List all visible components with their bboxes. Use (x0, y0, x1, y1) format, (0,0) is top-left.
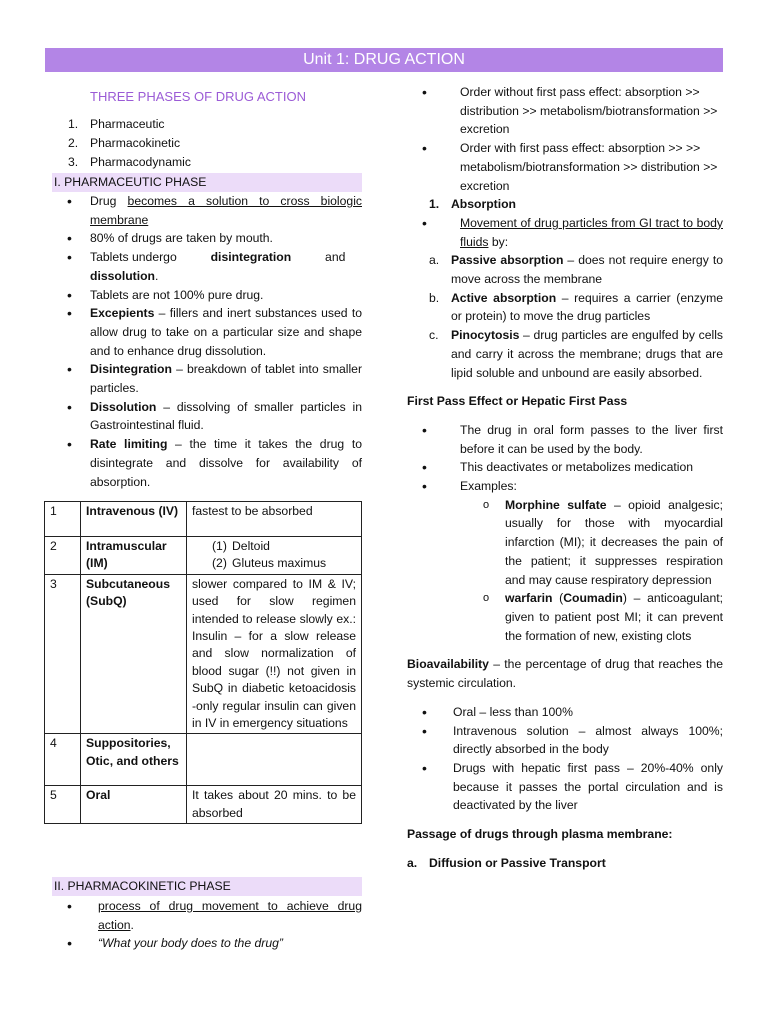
route-name: Subcutaneous (SubQ) (81, 574, 187, 734)
list-item: • Examples: (407, 477, 723, 496)
route-name: Suppositories, Otic, and others (81, 734, 187, 786)
bioavailability-paragraph: Bioavailability – the percentage of drug that reaches the systemic circulation. (407, 657, 723, 691)
passage-heading: Passage of drugs through plasma membrane: (407, 827, 673, 842)
list-item: • Tablets undergo disintegration and dissolution. (52, 248, 362, 285)
list-item: • The drug in oral form passes to the liver first before it can be used by the body. (407, 421, 723, 458)
list-item: o Morphine sulfate – opioid analgesic; usually for those with myocardial infarction (MI); it decreases the pain of the patient; it suppresses respiration and may cause respiratory depression (407, 496, 723, 590)
route-description: It takes about 20 mins. to be absorbed (187, 786, 362, 824)
absorption-types (407, 251, 723, 382)
list-item: b. Active absorption – requires a carrier (enzyme or protein) to move the drug particles (429, 290, 723, 324)
im-sites-list (192, 538, 356, 573)
route-name: Intramuscular (IM) (81, 537, 187, 575)
absorption-heading: 1. Absorption (429, 197, 516, 212)
list-item: • process of drug movement to achieve drug action. (52, 897, 362, 934)
row-number: 1 (45, 502, 81, 537)
phases-heading: THREE PHASES OF DRUG ACTION (90, 89, 306, 104)
right-column (407, 83, 723, 872)
list-item: • Movement of drug particles from GI tract to body fluids by: (407, 214, 723, 251)
list-item: (1) Deltoid (212, 539, 270, 553)
row-number: 4 (45, 734, 81, 786)
route-description: slower compared to IM & IV; used for slow regimen intended to release slowly ex.: Insulin – for a slow release and slow normalization of blood sugar (!!) not given in SubQ in diabetic ketoacidosis -only regular insulin can given in IV in emergency situations (187, 574, 362, 734)
absorption-bullets (407, 214, 723, 251)
list-item: a. Passive absorption – does not require energy to move across the membrane (429, 253, 723, 287)
phases-list (52, 115, 362, 172)
list-item: • “What your body does to the drug” (52, 934, 362, 953)
first-pass-bullets (407, 421, 723, 496)
route-name: Intravenous (IV) (81, 502, 187, 537)
list-item: o warfarin (Coumadin) – anticoagulant; given to patient post MI; it can prevent the formation of new, existing clots (407, 589, 723, 645)
pharmacokinetic-bullets (52, 897, 362, 953)
pharmacokinetic-phase-heading: II. PHARMACOKINETIC PHASE (52, 877, 362, 896)
list-item: • This deactivates or metabolizes medication (407, 458, 723, 477)
table-row (45, 537, 362, 575)
list-item: • Excepients – fillers and inert substances used to allow drug to take on a particular size and shape and to enhance drug dissolution. (52, 304, 362, 360)
row-number: 5 (45, 786, 81, 824)
row-number: 2 (45, 537, 81, 575)
list-item: • Dissolution – dissolving of smaller particles in Gastrointestinal fluid. (52, 398, 362, 435)
pharmacokinetic-section (52, 877, 362, 953)
list-item: (2) Gluteus maximus (212, 556, 327, 571)
table-row (45, 734, 362, 786)
list-item: • Oral – less than 100% (407, 703, 723, 722)
list-item: • Order with first pass effect: absorption >> >> metabolism/biotransformation >> distribution >> excretion (407, 139, 723, 195)
route-description: fastest to be absorbed (187, 502, 362, 537)
first-pass-heading: First Pass Effect or Hepatic First Pass (407, 394, 628, 409)
list-item: 3. Pharmacodynamic (68, 155, 191, 169)
pharmaceutic-phase-heading: I. PHARMACEUTIC PHASE (52, 173, 362, 192)
table-row (45, 786, 362, 824)
list-item: • Disintegration – breakdown of tablet into smaller particles. (52, 360, 362, 397)
list-item: • Drug becomes a solution to cross biologic membrane (52, 192, 362, 229)
list-item: • Drugs with hepatic first pass – 20%-40% only because it passes the portal circulation and is deactivated by the liver (407, 759, 723, 815)
route-description (187, 537, 362, 575)
list-item: • Tablets are not 100% pure drug. (52, 286, 362, 305)
list-item: 2. Pharmacokinetic (68, 136, 181, 150)
bioavailability-bullets (407, 703, 723, 815)
list-item: • Rate limiting – the time it takes the drug to disintegrate and dissolve for availability of absorption. (52, 435, 362, 491)
diffusion-heading: a. Diffusion or Passive Transport (407, 855, 606, 870)
list-item: • Order without first pass effect: absorption >> distribution >> metabolism/biotransformation >> excretion (407, 83, 723, 139)
list-item: c. Pinocytosis – drug particles are engulfed by cells and carry it across the membrane; drugs that are lipid soluble and unbound are easily absorbed. (429, 328, 723, 380)
table-row (45, 574, 362, 734)
pharmaceutic-bullets (52, 192, 362, 491)
list-item: • Intravenous solution – almost always 100%; directly absorbed in the body (407, 722, 723, 759)
order-bullets (407, 83, 723, 195)
table-row (45, 502, 362, 537)
examples-list (407, 496, 723, 646)
routes-table (44, 501, 362, 824)
row-number: 3 (45, 574, 81, 734)
left-column (52, 82, 362, 491)
list-item: • 80% of drugs are taken by mouth. (52, 229, 362, 248)
route-name: Oral (81, 786, 187, 824)
list-item: 1. Pharmaceutic (68, 117, 165, 131)
route-description (187, 734, 362, 786)
page-title: Unit 1: DRUG ACTION (45, 48, 723, 72)
